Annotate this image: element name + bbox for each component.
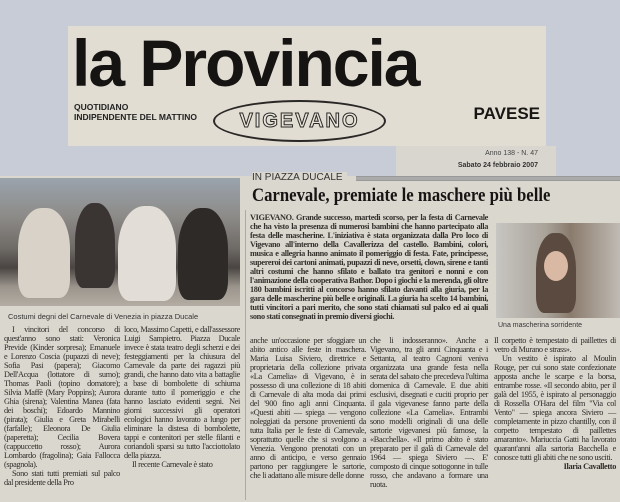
paragraph: Un vestito è ispirato al Moulin Rouge, per cui sono state confezionate apposta anche le scarpe e la borsa, entrambe rosse. «Il secondo abito, per il galà del 1955, è ispirato al personaggio di Rossella O'Hara del film "Via col Vento" — spiega ancora Siviero — completamente in pizzo chantilly, con il corpetto tempestato di paillettes amaranto». Mariuccia Gatti ha lavorato quarant'anni alla sartoria Bacchella e conosce tutti gli abiti che ne sono usciti. [494, 354, 616, 462]
issue-number: Anno 138 - N. 47 [485, 150, 538, 157]
column-divider [245, 210, 246, 500]
newspaper-logo: la Provincia [72, 26, 419, 100]
photo-smiling-child [496, 223, 620, 318]
masthead-clipping [68, 26, 546, 146]
paragraph: loco, Massimo Capetti, e dall'assessore Luigi Sampietro. Piazza Ducale invece è stata teatro degli scherzi e dei festeggiamenti per la chiusura del Carnevale da parte dei ragazzi più grandi, che hanno dato vita a battaglie a base di bombolette di schiuma durante tutto il pomeriggio e che hanno lasciato evidenti segni. Nei giorni successivi gli operatori ecologici hanno lavorato a lungo per eliminare la distesa di bombolette, tappi e contenitori per stelle filanti e coriandoli sparsi su tutto l'acciottolato della piazza. [124, 325, 240, 460]
paragraph: Sono stati tutti premiati sul palco dal presidente della Pro [4, 469, 120, 487]
paragraph: Il recente Carnevale è stato [132, 460, 213, 469]
subtitle-line-2: INDIPENDENTE DEL MATTINO [74, 112, 197, 122]
photo-venetian-costumes [0, 178, 240, 306]
article-column-5 [494, 336, 616, 471]
article-headline: Carnevale, premiate le maschere più belle [252, 185, 551, 206]
masthead-pavese: PAVESE [473, 104, 540, 123]
article-column-2 [124, 325, 240, 469]
article-clipping [0, 172, 620, 502]
masthead-subtitle [74, 102, 197, 122]
author-signature: Ilaria Cavalletto [563, 462, 616, 471]
edition-oval [213, 100, 386, 142]
issue-info-clipping [396, 146, 556, 176]
issue-date: Sabato 24 febbraio 2007 [457, 162, 538, 169]
paragraph: che li indosseranno». Anche a Vigevano, tra gli anni Cinquanta e i Settanta, al teatro Cagnoni veniva organizzata una grande festa nella serata del sabato che precedeva l'ultima domenica di Carnevale. E due abiti esclusivi, disegnati e cuciti proprio per il gala vigevanese fanno parte della collezione «La Camelia». Entrambi sono modelli originali di una delle sartorie vigevanesi più famose, la «Bacchella». «Il primo abito è stato preparato per il galà di Carnevale del 1964 — spiega Siviero —. E' composto di cinque sottogonne in tulle rosso, che andavano a formare una ruota. [370, 336, 488, 489]
edition-label: VIGEVANO [239, 109, 360, 132]
article-column-4 [370, 336, 488, 489]
subtitle-line-1: QUOTIDIANO [74, 102, 129, 112]
paragraph: I vincitori del concorso di quest'anno sono stati: Veronica Previde (Kinder sorpresa); Emanuele e Lorenzo Coscia (pupazzi di neve); Sofia Pasi (papera); Giacomo Dell'Acqua (lottatore di sumo); Thomas Paoli (topino domatore); Silvia Maffè (Mary Poppins); Aurora Ghia (sirena); Valentina Manea (fata dei boschi); Edoardo Mannino (pirata); Giulia e Greta Mirabelli (farfalle); Eleonora De Giulia (paperetta); Cecilia Bovera (cappuccetto rosso); Aurora Lombardo (fragolina); Gaia Fallocca (spagnola). [4, 325, 120, 469]
article-column-3 [250, 336, 366, 480]
article-column-1 [4, 325, 120, 487]
article-intro: VIGEVANO. Grande successo, martedì scorso, per la festa di Carnevale che ha visto la presenza di numerosi bambini che hanno partecipato alla festa delle mascherine. L'iniziativa è stata organizzata dalla Pro loco di Vigevano all'interno della Cavallerizza del castello. Bambini, colori, musica e allegria hanno animato il pomeriggio di festa. Fate, principesse, supereroi dei cartoni animati, pupazzi di neve, orsetti, clown, sirene e tanti altri costumi che hanno sfilato e ballato tra genitori e nonni e con l'animazione della cooperativa Bathor. Dopo i giochi e la merenda, gli oltre 180 bambini iscritti al concorso hanno sfilato davanti alla giuria, per la gara delle mascherine più belle e originali. La giuria ha scelto 14 bambini, tutti vincitori a pari merito, che sono stati chiamati sul palco ed ai quali sono stati consegnati in premio diversi giochi. [250, 213, 488, 321]
article-kicker: IN PIAZZA DUCALE [252, 172, 347, 183]
paragraph: Il corpetto è tempestato di paillettes di vetro di Murano e strass». [494, 336, 616, 354]
paragraph: anche un'occasione per sfoggiare un abito antico alle feste in maschera. Maria Luisa Siviero, direttrice e proprietaria della collezione privata «La Camelia» di Vigevano, è in possesso di una collezione di 18 abiti di Carnevale di alta moda dai primi del '900 fino agli anni Cinquanta. «Questi abiti — spiega — vengono noleggiati da persone provenienti da tutta Italia per le feste di Carnevale, soprattutto quelle che si svolgono a Venezia. Vengono prenotati con un anno di anticipo, e verso gennaio partono per raggiungere le sartorie, che li adattano alle misure delle donne [250, 336, 366, 480]
photo-caption-left: Costumi degni del Carnevale di Venezia in piazza Ducale [8, 312, 199, 321]
photo-caption-right: Una mascherina sorridente [498, 322, 583, 329]
kicker-rule [356, 176, 620, 181]
